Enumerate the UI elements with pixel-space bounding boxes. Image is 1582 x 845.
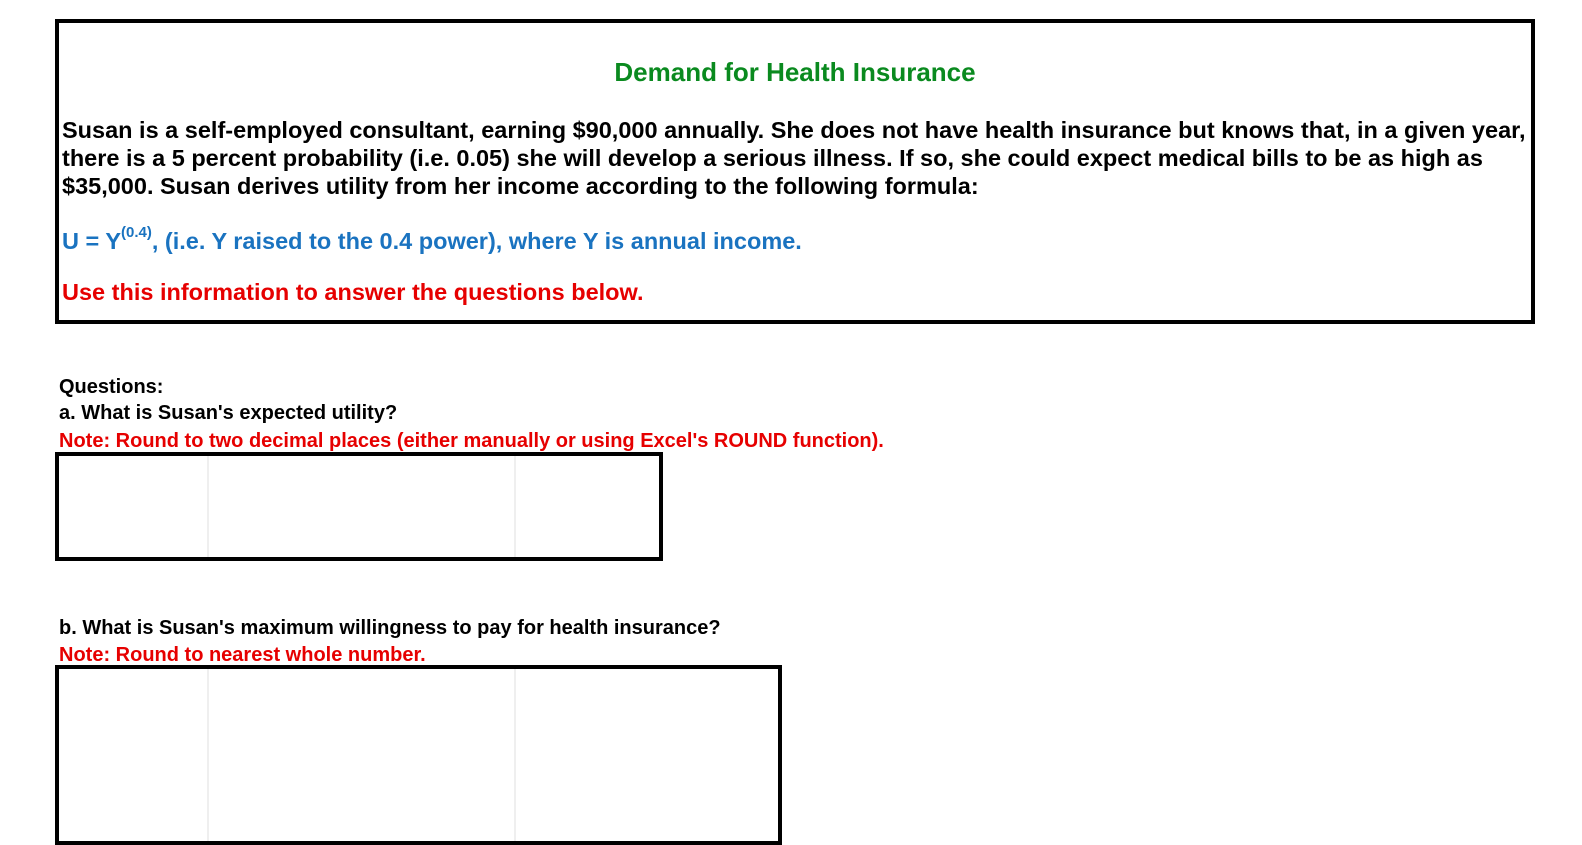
answer-a-input[interactable] <box>55 452 663 561</box>
answer-b-input[interactable] <box>55 665 782 845</box>
info-box <box>55 19 1535 324</box>
formula-exponent: (0.4) <box>121 224 152 241</box>
page-title: Demand for Health Insurance <box>614 57 976 87</box>
question-b-note: Note: Round to nearest whole number. <box>59 644 426 666</box>
utility-formula <box>62 221 802 256</box>
instruction-text: Use this information to answer the questions below. <box>62 279 644 305</box>
formula-suffix: , (i.e. Y raised to the 0.4 power), where Y is annual income. <box>151 227 802 254</box>
formula-prefix: U = Y <box>62 227 122 254</box>
questions-heading: Questions: <box>59 376 164 398</box>
answer-b-cell-grid <box>59 669 778 841</box>
scenario-text: Susan is a self-employed consultant, earning $90,000 annually. She does not have health insurance but knows that, in a given year, there is a 5 percent probability (i.e. 0.05) she will develop a serious illness. If so, she could expect medical bills to be as high as $35,000. Susan derives utility from her income according to the following formula: <box>62 117 1526 199</box>
question-a-note: Note: Round to two decimal places (either manually or using Excel's ROUND function). <box>59 430 884 452</box>
question-b-text: b. What is Susan's maximum willingness to pay for health insurance? <box>59 617 721 639</box>
answer-a-cell-grid <box>59 456 659 557</box>
question-a-text: a. What is Susan's expected utility? <box>59 402 398 424</box>
